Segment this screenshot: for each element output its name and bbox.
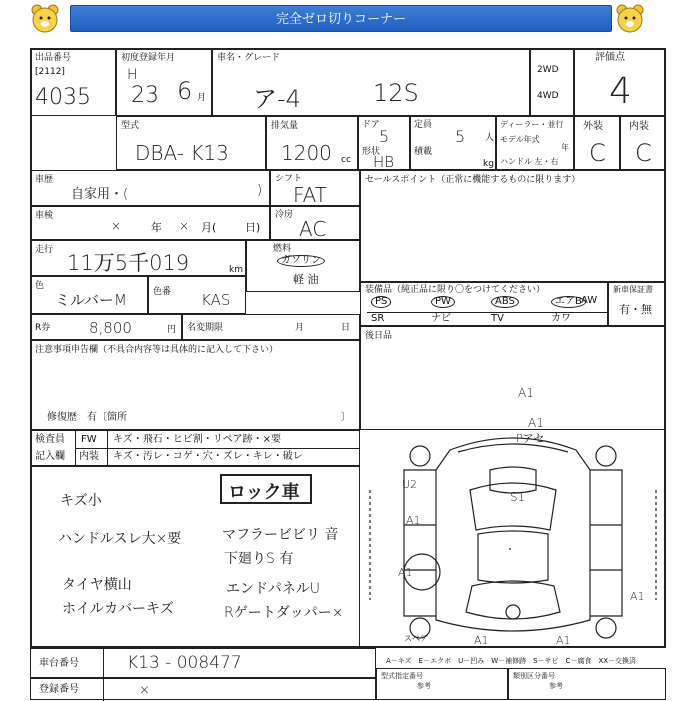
model-cell bbox=[116, 116, 266, 170]
recycle-cell bbox=[608, 282, 666, 326]
notes-label: 注意事項申告欄（不具合内容等は具体的に記入して下さい） bbox=[35, 345, 279, 355]
note-left-4: ホイルカバーキズ bbox=[62, 601, 174, 617]
footer-item4: 参考 bbox=[549, 682, 563, 690]
equipment-row1 bbox=[367, 295, 607, 311]
equipment-label: 装備品（純正品に限り〇をつけてください） bbox=[365, 285, 546, 295]
inspector-row2: キズ・汚レ・コゲ・穴・ズレ・キレ・破レ bbox=[113, 451, 303, 462]
equipment-item: PS bbox=[371, 296, 391, 308]
car-label: 車名・グレード bbox=[217, 53, 281, 63]
load-unit: kg bbox=[483, 159, 494, 169]
notes-repair-close: 〕 bbox=[341, 412, 351, 423]
diagram-mark-pase: Pアセ bbox=[516, 432, 545, 445]
notes-cell bbox=[30, 340, 360, 430]
inspector-label2: 記入欄 bbox=[35, 451, 65, 462]
fuel-gasoline: ガソリン bbox=[277, 255, 325, 267]
inspection-cell bbox=[30, 206, 270, 240]
notes-repair: 修復歴 有〔箇所 bbox=[47, 412, 127, 423]
doors-label: ドア bbox=[362, 120, 380, 130]
tax-label: R券 bbox=[35, 323, 51, 333]
chassis-label: 車台番号 bbox=[39, 658, 79, 669]
tax-value: 8,800 bbox=[89, 319, 132, 337]
history-value: 自家用・( bbox=[71, 187, 129, 202]
bear-icon-left bbox=[30, 4, 60, 40]
note-left-3: タイヤ横山 bbox=[62, 577, 132, 593]
model-year-unit: 年 bbox=[561, 143, 569, 152]
equipment-row2 bbox=[367, 312, 607, 327]
diagram-mark-a1-bl: A1 bbox=[474, 634, 489, 647]
chassis-cell bbox=[30, 648, 376, 678]
equipment-item: ナビ bbox=[431, 313, 451, 324]
color-code: KAS bbox=[201, 291, 231, 309]
mileage-value: 11万5千019 bbox=[67, 251, 190, 275]
dealer-cell bbox=[496, 116, 574, 170]
legend-text: A－キズ E－エクボ U－凹み W－補修跡 S－サビ C－腐食 XX－交換済 bbox=[386, 657, 637, 665]
capacity-cell bbox=[410, 116, 496, 170]
diagram-mark-2: A1 bbox=[528, 416, 544, 430]
note-right-2: 下廻りS 有 bbox=[224, 551, 294, 567]
shift-value: FAT bbox=[293, 183, 328, 207]
drive-4wd: 4WD bbox=[537, 91, 559, 101]
car-name: ア-4 bbox=[253, 85, 301, 113]
model-year-label: モデル年式 bbox=[500, 135, 540, 144]
equipment-item: カワ bbox=[551, 313, 571, 324]
fuel-cell bbox=[246, 240, 360, 292]
tax-cell bbox=[30, 314, 182, 340]
inspection-day: 日) bbox=[245, 221, 261, 234]
color-code-cell bbox=[148, 276, 246, 314]
inspector-cell bbox=[30, 430, 360, 466]
capacity-label: 定員 bbox=[414, 120, 433, 130]
displacement-label: 排気量 bbox=[271, 121, 299, 131]
sales-point-cell bbox=[360, 170, 666, 282]
registration-month: 6 bbox=[177, 77, 193, 105]
inspector-row1: キズ・飛石・ヒビ割・リペア跡・×要 bbox=[113, 434, 281, 445]
shape-value: HB bbox=[373, 153, 395, 171]
recycle-label: 新車保証書 bbox=[613, 285, 653, 294]
history-label: 車歴 bbox=[35, 175, 54, 185]
ac-value: AC bbox=[299, 217, 327, 241]
equipment-item: PW bbox=[431, 296, 455, 308]
interior-value: C bbox=[635, 139, 652, 167]
diagram-mark-u2: U2 bbox=[402, 478, 418, 491]
header-banner bbox=[70, 5, 612, 32]
car-diagram bbox=[360, 386, 666, 648]
drive-2wd: 2WD bbox=[537, 65, 559, 75]
sales-point-label: セールスポイント（正常に機能するものに限ります） bbox=[365, 175, 581, 185]
handle-label: ハンドル 左・右 bbox=[500, 157, 559, 166]
diagram-mark-s1: S1 bbox=[510, 490, 526, 504]
car-cell bbox=[212, 48, 530, 116]
displacement-cell bbox=[266, 116, 358, 170]
reg-number-x: × bbox=[139, 683, 150, 698]
registration-cell bbox=[116, 48, 212, 116]
lock-stamp bbox=[220, 474, 312, 504]
equipment-item: SR bbox=[371, 313, 385, 324]
inspector-label1: 検査員 bbox=[35, 434, 65, 445]
lot-sub: [2112] bbox=[35, 67, 65, 77]
ac-label: 冷房 bbox=[275, 210, 294, 220]
diagram-mark-a1-left: A1 bbox=[406, 514, 421, 527]
model-value: DBA- K13 bbox=[135, 141, 229, 165]
displacement-value: 1200 bbox=[281, 141, 332, 165]
color-value: ミルバーM bbox=[55, 291, 127, 309]
note-left-1: キズ小 bbox=[60, 493, 102, 509]
lot-number: 4035 bbox=[35, 85, 91, 110]
lot-label: 出品番号 bbox=[35, 53, 72, 63]
footer-item2: 類別区分番号 bbox=[513, 672, 555, 680]
post-items-cell bbox=[360, 326, 666, 430]
car-grade: 12S bbox=[373, 79, 419, 107]
chassis-value: K13 - 008477 bbox=[127, 653, 242, 673]
name-change-month: 月 bbox=[295, 323, 305, 333]
fuel-diesel: 軽 油 bbox=[293, 273, 319, 286]
color-cell bbox=[30, 276, 148, 314]
recycle-value: 有・無 bbox=[619, 303, 652, 316]
note-right-1: マフラービビリ 音 bbox=[222, 527, 339, 543]
inspection-x2: × bbox=[179, 219, 190, 233]
capacity-value: 5 bbox=[455, 127, 466, 146]
inspector-tag2: 内装 bbox=[79, 451, 99, 462]
fuel-label: 燃料 bbox=[273, 244, 292, 254]
displacement-unit: cc bbox=[341, 155, 351, 165]
header-bar bbox=[0, 0, 700, 40]
diagram-mark-a1-right: A1 bbox=[630, 590, 645, 603]
shift-label: シフト bbox=[275, 174, 303, 184]
model-label: 型式 bbox=[121, 121, 140, 131]
bear-icon-right bbox=[615, 4, 645, 40]
header-title: 完全ゼロ切りコーナー bbox=[275, 11, 406, 26]
inspector-tag1: FW bbox=[81, 434, 97, 445]
history-cell bbox=[30, 170, 270, 206]
equipment-cell bbox=[360, 282, 608, 326]
footer-cell-1 bbox=[376, 668, 508, 700]
name-change-label: 名変期限 bbox=[187, 323, 224, 333]
diagram-mark-1: A1 bbox=[518, 386, 534, 400]
footer-item1: 型式指定番号 bbox=[381, 672, 423, 680]
ac-cell bbox=[270, 206, 360, 240]
load-label: 積載 bbox=[414, 147, 433, 157]
drive-cell bbox=[530, 48, 574, 116]
footer-item3: 参考 bbox=[417, 682, 431, 690]
inspection-label: 車検 bbox=[35, 211, 54, 221]
shape-label: 形状 bbox=[362, 147, 381, 157]
inspection-x1: × bbox=[111, 219, 122, 233]
note-right-4: Rゲートダッパー× bbox=[224, 605, 344, 621]
equipment-item: ABS bbox=[491, 296, 519, 308]
note-right-3: エンドパネルU bbox=[226, 581, 320, 597]
mileage-cell bbox=[30, 240, 246, 276]
reg-number-label: 登録番号 bbox=[39, 684, 79, 695]
name-change-day: 日 bbox=[341, 323, 351, 333]
exterior-cell bbox=[574, 116, 620, 170]
grade-score-label: 評価点 bbox=[595, 52, 625, 63]
note-left-2: ハンドルスレ大×要 bbox=[58, 531, 182, 547]
reg-number-cell bbox=[30, 678, 376, 700]
mileage-unit: km bbox=[229, 265, 243, 275]
color-code-label: 色番 bbox=[153, 287, 172, 297]
equipment-item: AW bbox=[581, 295, 598, 306]
inspection-month: 月( bbox=[201, 221, 217, 234]
lot-cell bbox=[30, 48, 116, 116]
name-change-cell bbox=[182, 314, 360, 340]
equipment-item: エアB bbox=[551, 296, 586, 308]
exterior-value: C bbox=[589, 139, 606, 167]
post-items-label: 後日品 bbox=[365, 331, 393, 341]
diagram-spare: スペア bbox=[404, 634, 428, 643]
doors-value: 5 bbox=[379, 127, 390, 146]
registration-month-unit: 月 bbox=[197, 93, 207, 103]
dealer-label: ディーラー・並行 bbox=[500, 120, 564, 129]
interior-cell bbox=[620, 116, 666, 170]
equipment-item: TV bbox=[491, 313, 504, 324]
diagram-mark-a1-br: A1 bbox=[556, 634, 571, 647]
history-close: ) bbox=[257, 183, 263, 198]
shift-cell bbox=[270, 170, 360, 206]
capacity-unit: 人 bbox=[485, 133, 495, 143]
grade-score-value: 4 bbox=[609, 71, 632, 112]
registration-era: H bbox=[127, 67, 138, 83]
registration-year: 23 bbox=[131, 83, 159, 108]
tax-unit: 円 bbox=[167, 325, 177, 335]
registration-label: 初度登録年月 bbox=[121, 53, 176, 63]
interior-label: 内装 bbox=[629, 121, 649, 132]
car-outline-icon bbox=[360, 430, 666, 648]
diagram-mark-a1-lower: A1 bbox=[398, 566, 413, 579]
footer-cell-2 bbox=[508, 668, 666, 700]
inspection-year: 年 bbox=[151, 221, 162, 234]
grade-score-cell bbox=[574, 48, 666, 116]
color-label: 色 bbox=[35, 281, 45, 291]
mileage-label: 走行 bbox=[35, 245, 54, 255]
doors-cell bbox=[358, 116, 410, 170]
exterior-label: 外装 bbox=[583, 121, 603, 132]
lock-stamp-text: ロック車 bbox=[228, 482, 300, 503]
